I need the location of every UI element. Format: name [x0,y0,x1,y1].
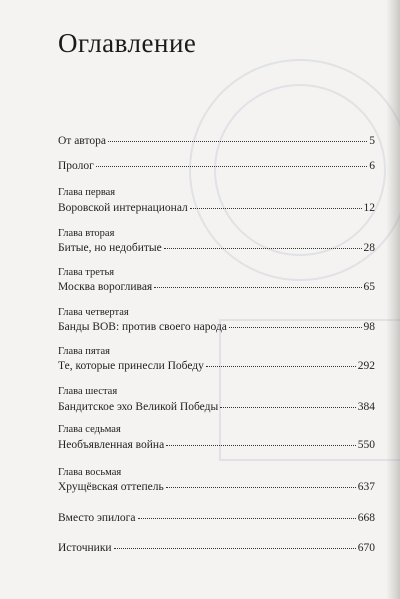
toc-entry [58,511,375,525]
toc-entry-title: Пролог [58,160,94,172]
leader-dots [154,286,361,288]
toc-entry-title: Бандитское эхо Великой Победы [58,401,219,413]
leader-dots [96,165,367,167]
toc-entry-title: От автора [58,135,106,147]
page-edge [386,0,400,599]
toc-entry [58,359,375,373]
toc-entry-page: 6 [369,160,375,172]
chapter-label: Глава первая [58,187,116,198]
toc-entry-title: Москва ворогливая [58,281,153,293]
leader-dots [206,365,356,367]
toc-entry [58,438,375,452]
chapter-label: Глава шестая [58,386,118,397]
toc-entry-title: Те, которые принесли Победу [58,360,204,372]
toc-entry-page: 637 [357,481,375,493]
toc-entry [58,159,375,173]
toc-entry-title: Банды ВОВ: против своего народа [58,321,227,333]
leader-dots [190,207,362,209]
toc-entry-title: Необъявленная война [58,439,165,451]
leader-dots [108,140,367,142]
toc-entry-page: 5 [369,135,375,147]
toc-entry [58,280,375,294]
leader-dots [114,547,356,549]
leader-dots [138,517,356,519]
toc-entry [58,320,375,334]
toc-entry [58,480,375,494]
toc-entry-page: 28 [363,242,375,254]
toc-entry-page: 292 [357,360,375,372]
leader-dots [166,486,356,488]
toc-entry-page: 550 [357,439,375,451]
toc-entry-page: 384 [357,401,375,413]
chapter-label: Глава пятая [58,346,110,357]
toc-entry-title: Хрущёвская оттепель [58,481,164,493]
toc-entry [58,241,375,255]
leader-dots [164,247,362,249]
chapter-label: Глава восьмая [58,467,122,478]
toc-entry-page: 65 [363,281,375,293]
toc-entry-title: Битые, но недобитые [58,242,162,254]
toc-entry-page: 668 [357,512,375,524]
leader-dots [229,326,362,328]
toc-entry-title: Вместо эпилога [58,512,136,524]
toc-entry [58,541,375,555]
chapter-label: Глава седьмая [58,424,121,435]
page-title: Оглавление [58,28,197,58]
toc-entry-title: Источники [58,542,112,554]
toc-entry [58,134,375,148]
leader-dots [166,444,356,446]
toc-entry-page: 12 [363,202,375,214]
chapter-label: Глава вторая [58,228,115,239]
toc-entry-page: 98 [363,321,375,333]
toc-entry [58,400,375,414]
chapter-label: Глава четвертая [58,307,129,318]
chapter-label: Глава третья [58,267,115,278]
toc-entry-page: 670 [357,542,375,554]
toc-entry [58,201,375,215]
toc-entry-title: Воровской интернационал [58,202,188,214]
leader-dots [220,406,356,408]
